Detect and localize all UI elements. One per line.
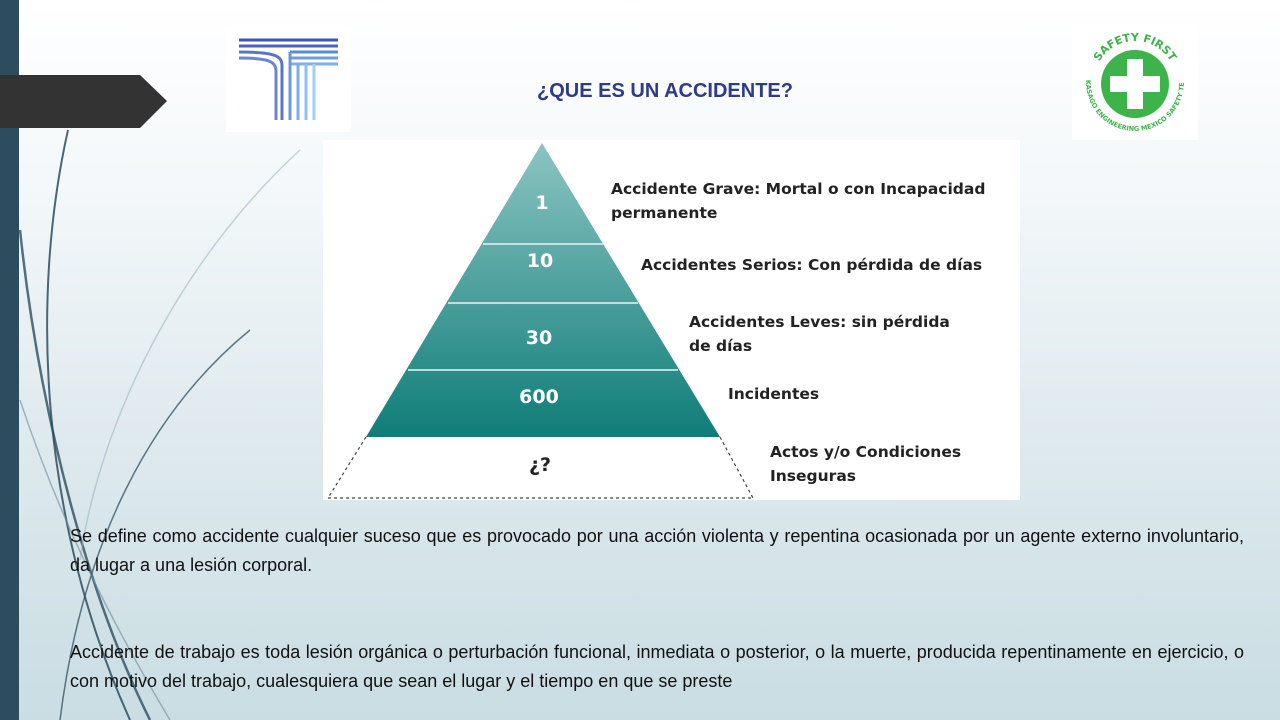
slide-title: ¿QUE ES UN ACCIDENTE?	[537, 80, 793, 102]
dashed-base-left	[328, 437, 366, 498]
level-value: ¿?	[528, 454, 552, 476]
safety-green-cross-icon	[1072, 24, 1198, 140]
company-logo	[226, 26, 351, 132]
level-value: 1	[535, 192, 549, 214]
level-value: 10	[526, 250, 554, 272]
level-value: 600	[519, 386, 559, 408]
accident-pyramid	[323, 140, 1020, 500]
level-label: Actos y/o Condiciones Inseguras	[770, 443, 962, 485]
level-label: Incidentes	[728, 385, 820, 403]
work-accident-paragraph: Accidente de trabajo es toda lesión orgánica o perturbación funcional, inmediata o posterior, o la muerte, producida repentinamente en ejercicio, o con motivo del trabajo, cualesquiera que sean el lugar y el tiempo en que se preste	[70, 642, 1244, 691]
level-label: Accidente Grave: Mortal o con Incapacidad permanente	[611, 180, 986, 222]
blue-striped-t-logo-icon	[226, 26, 351, 132]
level-value: 30	[525, 327, 553, 349]
section-arrow-tab	[0, 75, 167, 128]
level-label: Accidentes Leves: sin pérdida de días	[689, 313, 950, 355]
level-label: Accidentes Serios: Con pérdida de días	[641, 256, 983, 274]
definition-paragraph: Se define como accidente cualquier suceso que es provocado por una acción violenta y repentina ocasionada por un agente externo involuntario, da lugar a una lesión corporal.	[70, 526, 1244, 575]
logo-top-text: SAFETY FIRST	[1090, 30, 1180, 64]
logo-ring-text: KASAGO ENGINEERING MEXICO SAFETY TE	[1083, 79, 1187, 134]
safety-first-logo	[1072, 24, 1198, 140]
dashed-base-right	[720, 437, 753, 498]
